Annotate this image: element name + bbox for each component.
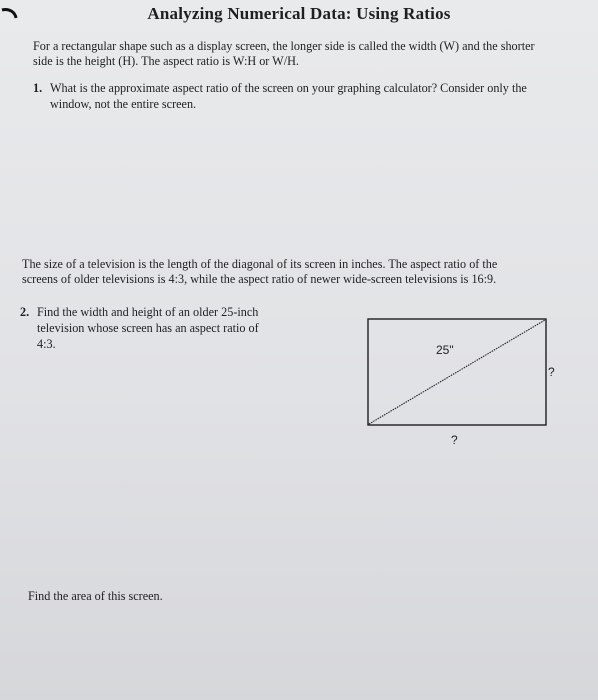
- question-2-number: 2.: [20, 305, 30, 319]
- question-2-line-2: television whose screen has an aspect ratio of: [37, 321, 259, 335]
- question-1-number: 1.: [33, 81, 43, 95]
- screen-diagonal: [369, 320, 545, 424]
- width-label: ?: [451, 433, 458, 447]
- diagonal-label: 25": [436, 343, 454, 357]
- intro-line-1: For a rectangular shape such as a display screen, the longer side is called the width (W) and the shorter: [33, 39, 535, 53]
- screen-rectangle: [368, 319, 546, 425]
- tv-screen-svg: [364, 315, 564, 455]
- question-2-line-1: Find the width and height of an older 25-inch: [37, 305, 259, 319]
- height-label: ?: [548, 365, 555, 379]
- question-1-line-2: window, not the entire screen.: [50, 97, 197, 111]
- area-prompt: Find the area of this screen.: [28, 589, 163, 603]
- tv-paragraph-line-2: screens of older televisions is 4:3, while the aspect ratio of newer wide-screen televisions is 16:9.: [22, 272, 497, 286]
- question-1-line-1: What is the approximate aspect ratio of the screen on your graphing calculator? Consider only the: [50, 81, 527, 95]
- page-title: Analyzing Numerical Data: Using Ratios: [147, 4, 451, 23]
- question-2-line-3: 4:3.: [37, 337, 56, 351]
- show-through-text: [40, 128, 560, 143]
- intro-line-2: side is the height (H). The aspect ratio is W:H or W/H.: [33, 54, 299, 68]
- tv-screen-diagram: [364, 315, 564, 455]
- tv-paragraph-line-1: The size of a television is the length of the diagonal of its screen in inches. The aspect ratio of the: [22, 257, 498, 271]
